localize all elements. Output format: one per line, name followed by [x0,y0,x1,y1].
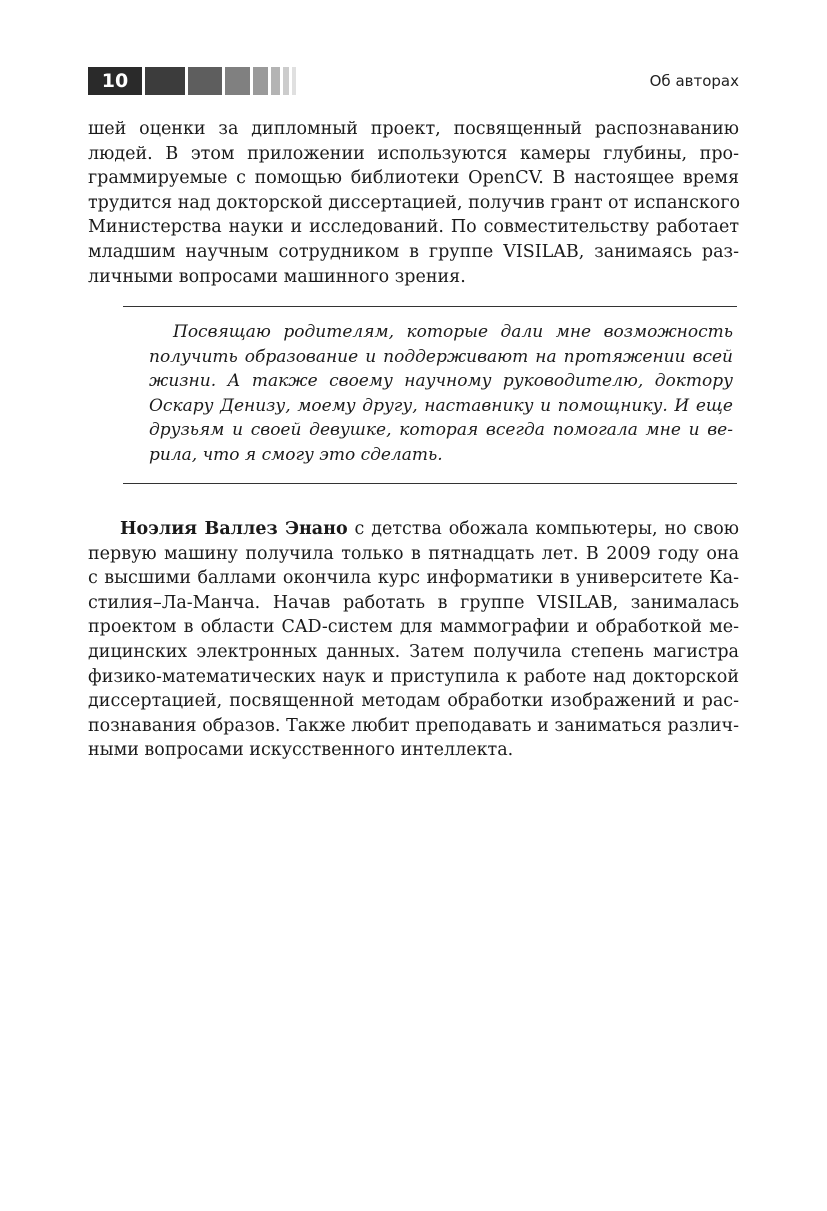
text-line: трудится над докторской диссертацией, получив грант от испанского [88,192,741,213]
header-bar-3 [225,67,250,95]
text-line: граммируемые с помощью библиотеки OpenCV. В настоящее время [88,168,739,189]
text-line: младшим научным сотрудником в группе VISILAB, занимаясь раз- [88,241,739,262]
text-line: дицинских электронных данных. Затем получила степень магистра [88,641,739,662]
header-bar-4 [253,67,268,95]
text-line: с высшими баллами окончила курс информатики в университете Ка- [88,568,739,589]
text-line: стилия–Ла-Манча. Начав работать в группе VISILAB, занималась [88,592,739,613]
page-number: 10 [88,67,142,95]
text-fragment: с детства обожала компьютеры, но свою [347,519,739,539]
dedication-line: Посвящаю родителям, которые дали мне возможность [173,322,733,342]
text-line [88,517,739,542]
text-line: проектом в области CAD-систем для маммографии и обработкой ме- [88,617,739,638]
header-bar-6 [283,67,289,95]
text-line: Министерства науки и исследований. По совместительству работает [88,217,739,238]
text-line: личными вопросами машинного зрения. [88,266,466,287]
header-bar-5 [271,67,280,95]
dedication-line: рила, что я смогу это сделать. [149,444,443,465]
text-line: шей оценки за дипломный проект, посвященный распознаванию [88,119,739,139]
dedication-line: Оскару Денизу, моему другу, наставнику и помощнику. И еще [149,395,733,416]
text-line: познавания образов. Также любит преподавать и заниматься различ- [88,715,739,736]
text-line: людей. В этом приложении используются камеры глубины, про- [88,143,739,164]
header-bar-1 [145,67,185,95]
dedication-line: друзьям и своей девушке, которая всегда помогала мне и ве- [149,420,733,440]
author-name: Ноэлия Валлез Энано [120,519,348,539]
text-line: ными вопросами искусственного интеллекта. [88,740,514,761]
dedication-line: получить образование и поддерживают на протяжении всей [149,346,733,367]
section-title: Об авторах [649,72,739,90]
header-bar-7 [292,67,296,95]
paragraph-1 [88,117,739,289]
text-line: первую машину получила только в пятнадцать лет. В 2009 году она [88,543,739,564]
text-line: диссертацией, посвященной методам обработки изображений и рас- [88,691,739,712]
dedication-block [123,306,737,484]
text-line: физико-математических наук и приступила к работе над докторской [88,666,739,687]
dedication-text [149,320,733,467]
page-header [88,67,739,95]
paragraph-2 [88,517,739,763]
header-bar-2 [188,67,222,95]
dedication-line: жизни. А также своему научному руководителю, доктору [149,371,733,391]
